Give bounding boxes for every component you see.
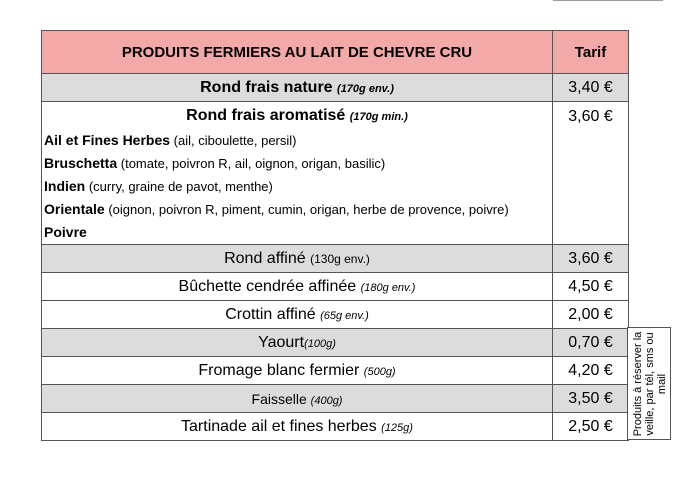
header-price: Tarif xyxy=(553,31,629,74)
product-weight: (180g env.) xyxy=(360,281,416,294)
product-cell xyxy=(42,245,553,273)
variant-desc: (curry, graine de pavot, menthe) xyxy=(85,179,273,194)
variant-name: Poivre xyxy=(44,224,87,240)
table-row xyxy=(42,301,629,329)
product-cell xyxy=(42,357,553,385)
product-name: Rond affiné xyxy=(224,249,306,267)
price-cell: 3,60 € xyxy=(553,102,629,245)
price-cell: 2,00 € xyxy=(553,301,629,329)
product-weight: (170g env.) xyxy=(337,82,394,95)
variant-name: Bruschetta xyxy=(44,155,118,171)
price-cell: 2,50 € xyxy=(553,413,629,441)
product-cell xyxy=(42,413,553,441)
product-name: Rond frais nature xyxy=(200,78,333,96)
product-cell xyxy=(42,385,553,413)
product-name: Tartinade ail et fines herbes xyxy=(181,417,377,435)
product-name: Yaourt xyxy=(258,333,305,351)
price-cell: 3,60 € xyxy=(553,245,629,273)
variant-name: Orientale xyxy=(44,201,105,217)
table-row xyxy=(42,273,629,301)
header-product: PRODUITS FERMIERS AU LAIT DE CHEVRE CRU xyxy=(42,31,553,74)
price-cell: 3,50 € xyxy=(553,385,629,413)
table-row xyxy=(42,102,629,245)
product-weight: (65g env.) xyxy=(320,309,369,322)
price-cell: 4,20 € xyxy=(553,357,629,385)
table-row xyxy=(42,74,629,102)
product-name: Fromage blanc fermier xyxy=(198,361,360,379)
table-row xyxy=(42,329,629,357)
product-name: Bûchette cendrée affinée xyxy=(178,277,357,295)
top-rule xyxy=(553,0,663,1)
table-row xyxy=(42,245,629,273)
table-header-row xyxy=(42,31,629,74)
table-row xyxy=(42,413,629,441)
price-table xyxy=(41,30,629,441)
product-cell xyxy=(42,301,553,329)
product-name: Faisselle xyxy=(251,390,307,407)
product-cell xyxy=(42,273,553,301)
product-cell xyxy=(42,329,553,357)
variant-desc: (oignon, poivron R, piment, cumin, origan, herbe de provence, poivre) xyxy=(104,202,509,217)
product-name: Rond frais aromatisé xyxy=(186,107,346,124)
price-cell: 0,70 € xyxy=(553,329,629,357)
reservation-note-box xyxy=(627,327,671,440)
price-cell: 3,40 € xyxy=(553,74,629,102)
variant-item xyxy=(44,152,552,175)
product-weight: (500g) xyxy=(363,365,396,378)
variant-item xyxy=(44,175,552,198)
reservation-note: Produits à réserver la veille, par tél, sms ou mail xyxy=(632,331,668,437)
variant-item xyxy=(44,129,552,152)
product-weight: (170g min.) xyxy=(349,111,408,123)
variant-desc: (ail, ciboulette, persil) xyxy=(170,133,297,148)
product-cell xyxy=(42,74,553,102)
variant-item xyxy=(44,221,552,244)
product-cell xyxy=(42,102,553,245)
table-row xyxy=(42,385,629,413)
product-weight: (125g) xyxy=(381,421,413,434)
product-weight: (130g env.) xyxy=(310,251,370,266)
variant-item xyxy=(44,198,552,221)
variant-name: Ail et Fines Herbes xyxy=(44,132,171,148)
variant-list xyxy=(42,129,552,244)
variant-name: Indien xyxy=(44,178,86,194)
variant-desc: (tomate, poivron R, ail, oignon, origan, basilic) xyxy=(117,156,386,171)
product-weight: (100g) xyxy=(304,337,336,350)
product-name: Crottin affiné xyxy=(225,305,316,323)
product-weight: (400g) xyxy=(310,394,343,407)
price-cell: 4,50 € xyxy=(553,273,629,301)
table-row xyxy=(42,357,629,385)
